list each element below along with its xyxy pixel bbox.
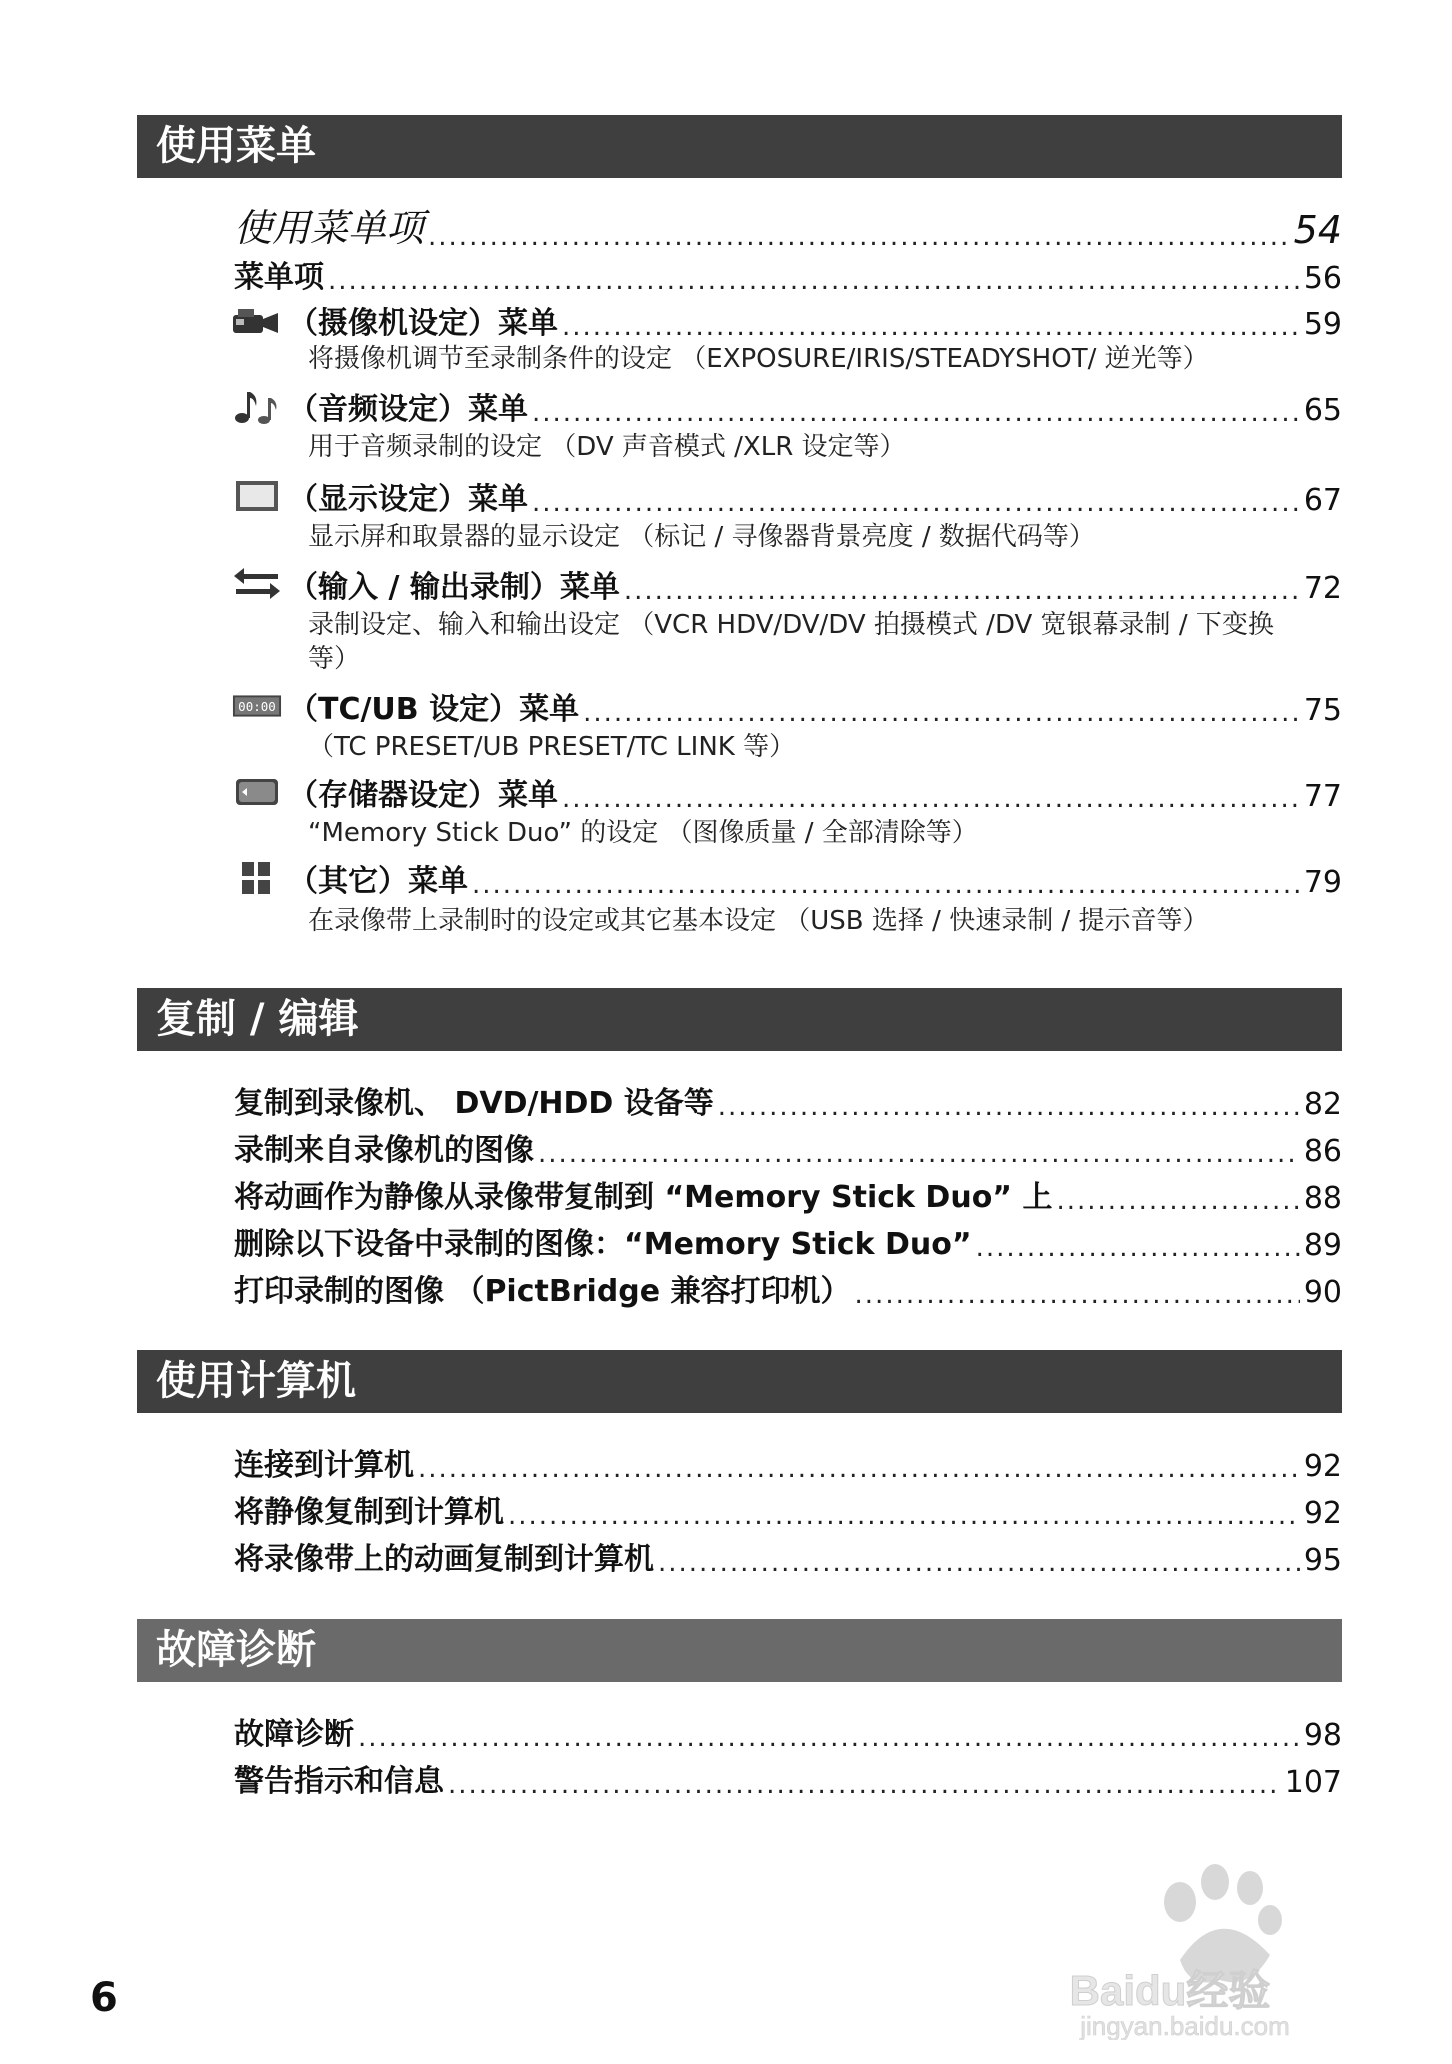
toc-entry-page: 107: [1284, 1765, 1342, 1800]
paw-icon: [1164, 1864, 1282, 1983]
toc-entry-page: 90: [1303, 1275, 1342, 1310]
in-out-arrows-icon: [232, 566, 282, 602]
toc-entry[interactable]: [234, 1125, 1342, 1169]
toc-entry-page: 77: [1303, 779, 1342, 814]
toc-entry-menu-items[interactable]: [234, 252, 1342, 296]
dot-leader: [472, 870, 1300, 900]
toc-entry-description: （TC PRESET/UB PRESET/TC LINK 等）: [308, 732, 796, 762]
svg-text:jingyan.baidu.com: jingyan.baidu.com: [1080, 2011, 1290, 2040]
toc-entry-title: 将录像带上的动画复制到计算机: [234, 1542, 654, 1577]
dot-leader: [418, 1454, 1300, 1484]
page-number: 6: [90, 1975, 118, 2021]
toc-entry-title: 将静像复制到计算机: [234, 1495, 504, 1530]
toc-entry-page: 67: [1303, 483, 1342, 518]
toc-entry-page: 65: [1303, 393, 1342, 428]
dot-leader: [855, 1280, 1300, 1310]
toc-entry[interactable]: [234, 1078, 1342, 1122]
dot-leader: [562, 784, 1300, 814]
toc-entry-page: 98: [1303, 1718, 1342, 1753]
dot-leader: [532, 488, 1300, 518]
toc-entry-menu-heading[interactable]: [234, 200, 1342, 252]
dot-leader: [976, 1233, 1300, 1263]
dot-leader: [328, 266, 1300, 296]
svg-text:00:00: 00:00: [238, 698, 276, 714]
music-note-icon: [232, 388, 282, 424]
toc-entry-title: 将动画作为静像从录像带复制到 “Memory Stick Duo” 上: [234, 1180, 1053, 1215]
toc-entry-title: 复制到录像机、 DVD/HDD 设备等: [234, 1086, 714, 1121]
toc-entry[interactable]: [234, 1440, 1342, 1484]
dot-leader: [358, 1723, 1300, 1753]
toc-entry-title: （其它）菜单: [288, 864, 468, 899]
dot-leader: [1056, 1186, 1299, 1216]
toc-entry-audio-set[interactable]: [232, 384, 1342, 428]
toc-entry[interactable]: [234, 1219, 1342, 1263]
toc-entry-title: 故障诊断: [234, 1717, 354, 1752]
toc-entry-page: 92: [1303, 1449, 1342, 1484]
section-header-computer: 使用计算机: [137, 1350, 1342, 1413]
toc-entry-title: （摄像机设定）菜单: [288, 306, 558, 341]
toc-entry-display-set[interactable]: [232, 474, 1342, 518]
section-header-dubbing: 复制 / 编辑: [137, 988, 1342, 1051]
others-grid-icon: [232, 860, 282, 896]
toc-entry-page: 89: [1303, 1228, 1342, 1263]
section-header-menu: 使用菜单: [137, 115, 1342, 178]
toc-entry-page: 82: [1303, 1087, 1342, 1122]
toc-entry-page: 79: [1303, 865, 1342, 900]
toc-entry-page: 95: [1303, 1543, 1342, 1578]
toc-entry-title: （存储器设定）菜单: [288, 778, 558, 813]
toc-entry-page: 59: [1303, 307, 1342, 342]
toc-entry-title: 菜单项: [234, 260, 324, 295]
dot-leader: [718, 1092, 1300, 1122]
toc-entry-memory-set[interactable]: [232, 770, 1342, 814]
toc-entry-title: （显示设定）菜单: [288, 482, 528, 517]
toc-entry-camera-set[interactable]: [232, 298, 1342, 342]
toc-entry[interactable]: [234, 1487, 1342, 1531]
toc-entry[interactable]: [234, 1709, 1342, 1753]
toc-entry-others[interactable]: [232, 856, 1342, 900]
toc-entry-description: 将摄像机调节至录制条件的设定 （EXPOSURE/IRIS/STEADYSHOT/ 逆光等）: [308, 344, 1209, 374]
dot-leader: [562, 312, 1300, 342]
dot-leader: [532, 398, 1300, 428]
toc-entry-description: 录制设定、输入和输出设定 （VCR HDV/DV/DV 拍摄模式 /DV 宽银幕录制 / 下变换等）: [308, 610, 1274, 674]
camera-icon: [232, 302, 282, 338]
toc-entry-in-out-rec[interactable]: [232, 562, 1342, 606]
svg-text:Baidu经验: Baidu经验: [1069, 1967, 1271, 2014]
toc-entry-description: 在录像带上录制时的设定或其它基本设定 （USB 选择 / 快速录制 / 提示音等）: [308, 906, 1209, 936]
dot-leader: [448, 1770, 1281, 1800]
toc-entry-page: 54: [1293, 208, 1342, 252]
toc-entry-page: 88: [1303, 1181, 1342, 1216]
toc-entry-title: 连接到计算机: [234, 1448, 414, 1483]
toc-entry-title: （音频设定）菜单: [288, 392, 528, 427]
toc-entry-page: 86: [1303, 1134, 1342, 1169]
toc-entry-tc-ub-set[interactable]: [232, 684, 1342, 728]
toc-entry-title: 使用菜单项: [234, 206, 425, 250]
toc-entry[interactable]: [234, 1756, 1342, 1800]
memory-card-icon: [232, 774, 282, 810]
toc-entry-page: 72: [1303, 571, 1342, 606]
toc-entry-title: 打印录制的图像 （PictBridge 兼容打印机）: [234, 1274, 851, 1309]
dot-leader: [583, 698, 1300, 728]
toc-entry-description: 显示屏和取景器的显示设定 （标记 / 寻像器背景亮度 / 数据代码等）: [308, 522, 1095, 552]
toc-entry-page: 92: [1303, 1496, 1342, 1531]
dot-leader: [508, 1501, 1300, 1531]
dot-leader: [428, 222, 1290, 252]
toc-entry[interactable]: [234, 1534, 1342, 1578]
dot-leader: [624, 576, 1300, 606]
toc-entry[interactable]: [234, 1172, 1342, 1216]
timecode-icon: [232, 688, 282, 724]
toc-entry-page: 75: [1303, 693, 1342, 728]
toc-entry-title: （TC/UB 设定）菜单: [288, 692, 580, 727]
dot-leader: [658, 1548, 1300, 1578]
toc-entry-title: 警告指示和信息: [234, 1764, 444, 1799]
toc-entry-page: 56: [1303, 261, 1342, 296]
toc-entry-title: 录制来自录像机的图像: [234, 1133, 534, 1168]
toc-entry-description: “Memory Stick Duo” 的设定 （图像质量 / 全部清除等）: [308, 818, 978, 848]
toc-entry-title: 删除以下设备中录制的图像：“Memory Stick Duo”: [234, 1227, 972, 1262]
section-header-troubleshooting: 故障诊断: [137, 1619, 1342, 1682]
dot-leader: [538, 1139, 1300, 1169]
toc-entry[interactable]: [234, 1266, 1342, 1310]
toc-entry-description: 用于音频录制的设定 （DV 声音模式 /XLR 设定等）: [308, 432, 906, 462]
baidu-watermark-logo: [1020, 1840, 1360, 2040]
display-icon: [232, 478, 282, 514]
toc-entry-title: （输入 / 输出录制）菜单: [288, 570, 620, 605]
